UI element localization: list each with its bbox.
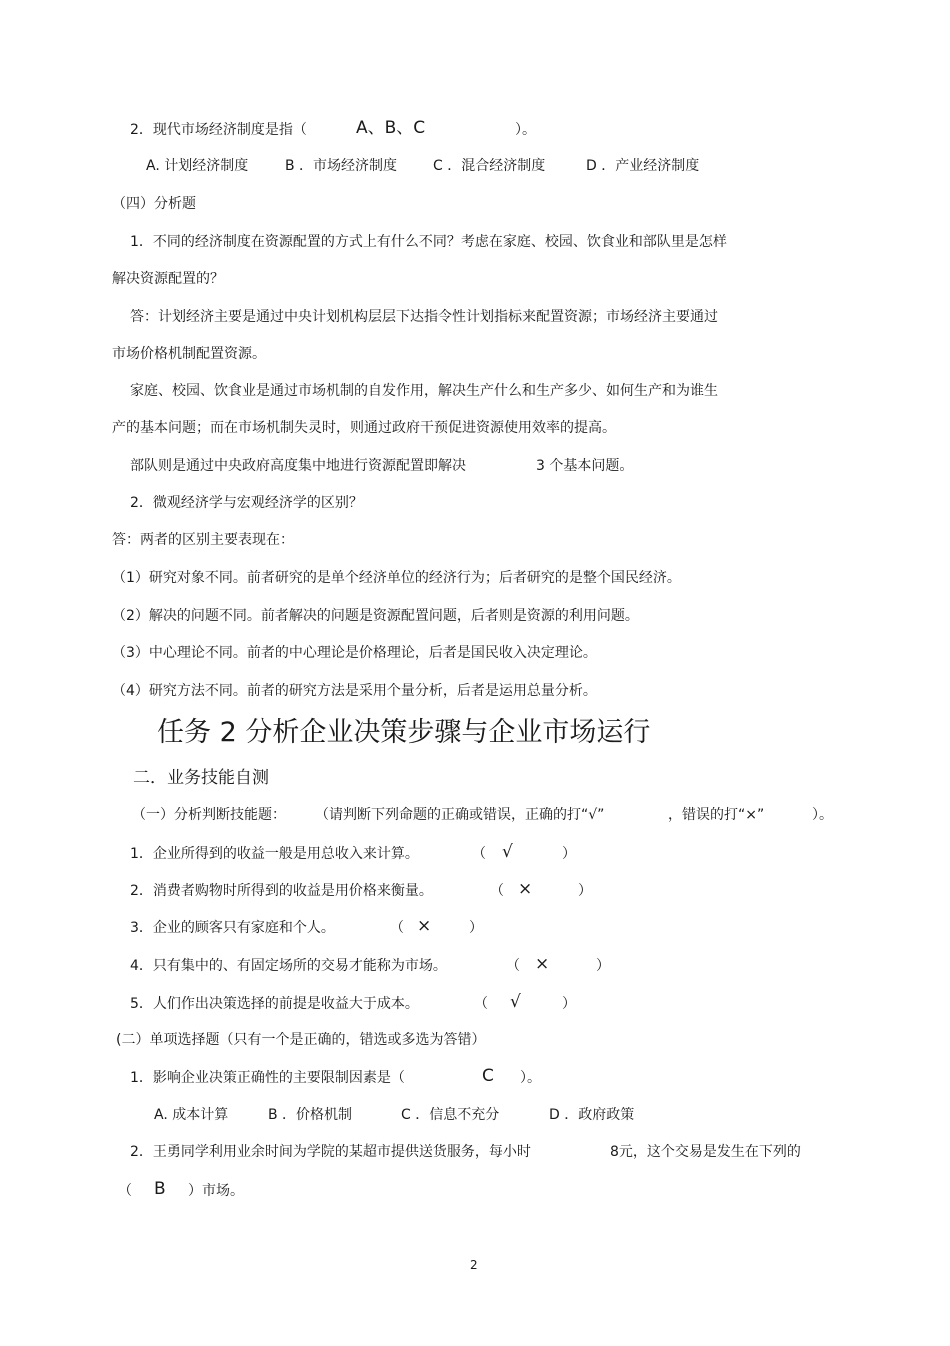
- bracket: （: [118, 1183, 132, 1199]
- bracket: （: [472, 846, 486, 862]
- judge-item: 3．企业的顾客只有家庭和个人。: [130, 920, 335, 936]
- option-c: C ．混合经济制度: [433, 158, 546, 174]
- option-b: B ．市场经济制度: [285, 158, 398, 174]
- judge-mark: ×: [518, 879, 533, 899]
- section-heading: ）。: [812, 807, 833, 823]
- section-heading: （四）分析题: [112, 196, 196, 212]
- option-c: C ．信息不充分: [401, 1107, 500, 1123]
- option-b: B ．价格机制: [268, 1107, 353, 1123]
- answer-text: A、B、C: [356, 118, 426, 138]
- question-text: 8元，这个交易是发生在下列的: [610, 1144, 801, 1160]
- option-a: A. 成本计算: [154, 1107, 229, 1123]
- answer-paragraph: 答：两者的区别主要表现在：: [112, 532, 294, 548]
- question-text: 2．王勇同学利用业余时间为学院的某超市提供送货服务，每小时: [130, 1144, 531, 1160]
- question-text: 2．微观经济学与宏观经济学的区别？: [130, 495, 363, 511]
- bracket: （: [390, 920, 404, 936]
- answer-list-item: （1）研究对象不同。前者研究的是单个经济单位的经济行为；后者研究的是整个国民经济。: [112, 570, 681, 586]
- answer-paragraph: 家庭、校园、饮食业是通过市场机制的自发作用，解决生产什么和生产多少、如何生产和为谁生: [130, 383, 718, 399]
- question-text: 1．不同的经济制度在资源配置的方式上有什么不同？考虑在家庭、校园、饮食业和部队里是怎样: [130, 234, 727, 250]
- bracket: （: [490, 883, 504, 899]
- judge-item: 1．企业所得到的收益一般是用总收入来计算。: [130, 846, 419, 862]
- section-heading: （请判断下列命题的正确或错误，正确的打“√”: [315, 807, 605, 823]
- question-text: 1．影响企业决策正确性的主要限制因素是（: [130, 1070, 405, 1086]
- judge-mark: ×: [535, 954, 550, 974]
- option-d: D ．产业经济制度: [586, 158, 700, 174]
- judge-item: 4．只有集中的、有固定场所的交易才能称为市场。: [130, 958, 447, 974]
- answer-list-item: （3）中心理论不同。前者的中心理论是价格理论，后者是国民收入决定理论。: [112, 645, 597, 661]
- question-text: ）市场。: [188, 1183, 244, 1199]
- question-text: ）。: [520, 1070, 541, 1086]
- judge-mark: ×: [417, 916, 432, 936]
- question-text: ）。: [515, 122, 536, 138]
- section-heading: ，错误的打“×”: [668, 807, 765, 823]
- answer-list-item: （2）解决的问题不同。前者解决的问题是资源配置问题，后者则是资源的利用问题。: [112, 608, 639, 624]
- section-heading: (二）单项选择题（只有一个是正确的，错选或多选为答错）: [116, 1032, 486, 1048]
- section-heading: （一）分析判断技能题：: [132, 807, 286, 823]
- judge-item: 2．消费者购物时所得到的收益是用价格来衡量。: [130, 883, 433, 899]
- answer-paragraph: 产的基本问题；而在市场机制失灵时，则通过政府干预促进资源使用效率的提高。: [112, 420, 616, 436]
- bracket: ）: [596, 958, 610, 974]
- bracket: ）: [562, 846, 576, 862]
- question-text: 2．现代市场经济制度是指（: [130, 122, 307, 138]
- answer-text: B: [154, 1179, 166, 1199]
- judge-item: 5．人们作出决策选择的前提是收益大于成本。: [130, 996, 419, 1012]
- answer-paragraph: 部队则是通过中央政府高度集中地进行资源配置即解决: [130, 458, 466, 474]
- option-d: D ．政府政策: [549, 1107, 635, 1123]
- judge-mark: √: [502, 842, 513, 862]
- page-number: 2: [470, 1258, 478, 1272]
- answer-paragraph: 市场价格机制配置资源。: [112, 346, 266, 362]
- bracket: ）: [578, 883, 592, 899]
- answer-list-item: （4）研究方法不同。前者的研究方法是采用个量分析，后者是运用总量分析。: [112, 683, 597, 699]
- judge-mark: √: [510, 992, 521, 1012]
- section-subtitle: 二．业务技能自测: [133, 768, 269, 788]
- answer-text: C: [482, 1066, 494, 1086]
- page-title: 任务 2 分析企业决策步骤与企业市场运行: [157, 717, 651, 748]
- option-a: A. 计划经济制度: [146, 158, 249, 174]
- bracket: ）: [562, 996, 576, 1012]
- answer-paragraph: 3 个基本问题。: [536, 458, 634, 474]
- bracket: （: [474, 996, 488, 1012]
- answer-paragraph: 答：计划经济主要是通过中央计划机构层层下达指令性计划指标来配置资源；市场经济主要通过: [130, 309, 718, 325]
- bracket: ）: [469, 920, 483, 936]
- question-text: 解决资源配置的？: [112, 271, 224, 287]
- bracket: （: [506, 958, 520, 974]
